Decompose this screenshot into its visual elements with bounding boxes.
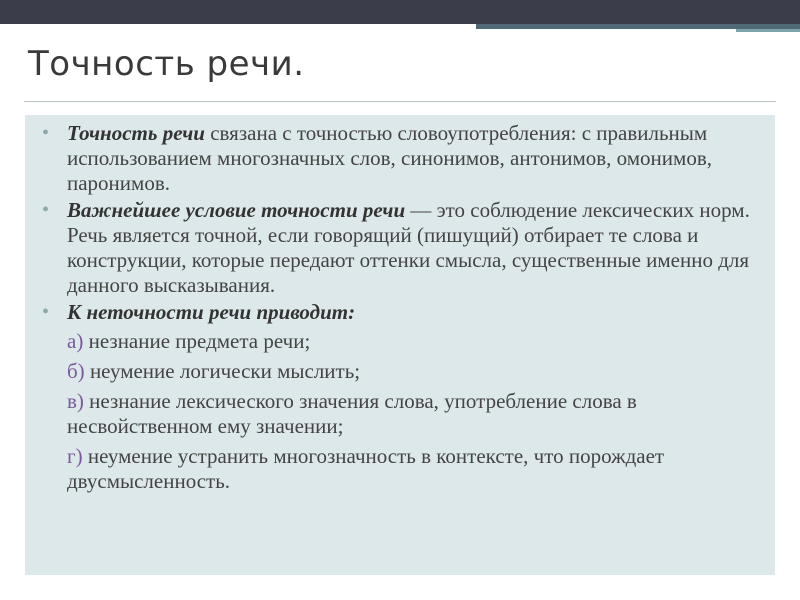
cause-item-c	[25, 389, 775, 439]
bullet-item	[25, 198, 775, 298]
bullet-item	[25, 300, 775, 325]
bullet-list	[25, 115, 775, 325]
header-accent-stripe-light	[736, 29, 800, 32]
bullet-dot-icon: •	[42, 301, 50, 323]
cause-letter: а)	[67, 329, 84, 353]
bullet-text: — это соблюдение лексических норм. Речь является точной, если говорящий (пишущий) отбирает те слова и конструкции, которые передают оттенки смысла, существенные именно для данного высказывания.	[67, 198, 750, 297]
header-bar	[0, 0, 800, 24]
cause-item-b	[25, 359, 775, 384]
title-divider	[24, 101, 776, 102]
bullet-emphasis: Точность речи	[67, 121, 205, 145]
slide-title: Точность речи.	[28, 44, 305, 84]
bullet-dot-icon: •	[42, 122, 50, 144]
cause-text: неумение устранить многозначность в контексте, что порождает двусмысленность.	[67, 444, 665, 493]
cause-text: неумение логически мыслить;	[84, 359, 361, 383]
bullet-text: связана с точностью словоупотребления: с правильным использованием многозначных слов, синонимов, антонимов, омонимов, паронимов.	[67, 121, 712, 195]
cause-item-a	[25, 329, 775, 354]
cause-text: незнание предмета речи;	[83, 329, 311, 353]
cause-letter: б)	[67, 359, 85, 383]
cause-letter: в)	[67, 389, 84, 413]
cause-item-d	[25, 444, 775, 494]
bullet-emphasis: Важнейшее условие точности речи	[67, 198, 406, 222]
bullet-emphasis: К неточности речи приводит:	[67, 300, 356, 324]
cause-letter: г)	[67, 444, 83, 468]
content-box	[25, 115, 775, 575]
bullet-dot-icon: •	[42, 199, 50, 221]
cause-text: незнание лексического значения слова, употребление слова в несвойственном ему значении;	[67, 389, 637, 438]
cause-list	[25, 329, 775, 494]
bullet-item	[25, 121, 775, 196]
